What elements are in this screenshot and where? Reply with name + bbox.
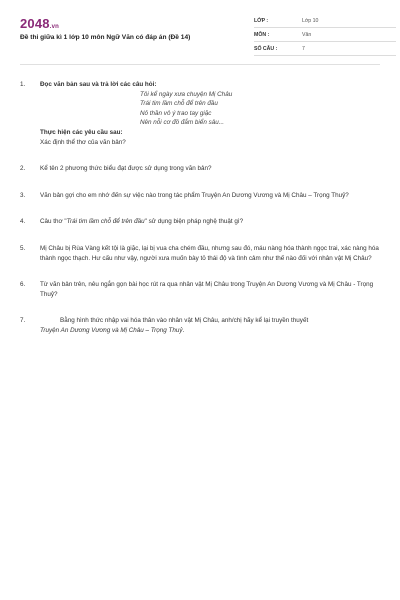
question-text: Từ văn bản trên, nêu ngắn gọn bài học rút ra qua nhân vật Mị Châu trong Truyện An Dương Vương và Mị Châu - Trọng Thuỷ? <box>40 281 374 298</box>
meta-key: SỐ CÂU : <box>254 46 278 52</box>
question-5 <box>20 244 380 263</box>
header <box>20 14 380 58</box>
question-6 <box>20 280 380 299</box>
meta-row-question-count <box>254 44 396 56</box>
question-4 <box>20 217 380 227</box>
question-number: 2. <box>20 165 26 173</box>
meta-key: LỚP : <box>254 18 269 24</box>
text-before: Câu thơ " <box>40 218 67 226</box>
poem-line: Nên nỗi cơ đồ đắm biển sâu... <box>140 119 224 127</box>
quoted-verse: Trái tim lầm chỗ để trên đầu <box>66 218 145 226</box>
question-2 <box>20 164 380 174</box>
meta-value: Lớp 10 <box>302 18 319 24</box>
question-number: 1. <box>20 81 26 88</box>
question-text: Xác định thể thơ của văn bản? <box>40 138 126 146</box>
question-text <box>40 217 380 227</box>
question-number: 5. <box>20 244 26 252</box>
question-1 <box>20 80 380 147</box>
poem-line: Nỏ thần vô ý trao tay giặc <box>140 109 212 117</box>
question-number: 4. <box>20 218 26 226</box>
poem-line: Tôi kể ngày xưa chuyện Mị Châu <box>140 90 233 98</box>
poem-line: Trái tim lầm chỗ để trên đầu <box>140 100 218 108</box>
divider <box>20 64 380 65</box>
question-intro: Đọc văn bản sau và trả lời các câu hỏi: <box>40 81 157 88</box>
question-number: 7. <box>20 317 26 325</box>
question-number: 6. <box>20 281 26 289</box>
meta-value: 7 <box>302 46 305 52</box>
meta-row-class <box>254 16 396 28</box>
question-text: Kể tên 2 phương thức biểu đạt được sử dụng trong văn bản? <box>40 165 212 173</box>
meta-value: Văn <box>302 32 312 38</box>
question-list <box>20 80 380 353</box>
logo-domain: .vn <box>49 24 60 30</box>
text-end: . <box>182 326 185 334</box>
question-3 <box>20 191 380 201</box>
meta-row-subject <box>254 30 396 42</box>
question-7 <box>20 316 380 335</box>
task-label: Thực hiện các yêu cầu sau: <box>40 128 123 136</box>
site-logo[interactable] <box>20 16 59 31</box>
question-text: Văn bản gợi cho em nhớ đến sự việc nào trong tác phẩm Truyện An Dương Vương và Mị Châu – Trọng Thuỷ? <box>40 191 349 199</box>
document-title: Đề thi giữa kì 1 lớp 10 môn Ngữ Văn có đáp án (Đề 14) <box>20 34 191 41</box>
text-after: " sử dụng biện pháp nghệ thuật gì? <box>144 218 244 226</box>
logo-main: 2048 <box>20 16 50 31</box>
question-text-cont <box>40 326 380 336</box>
question-text: Bằng hình thức nhập vai hóa thân vào nhân vật Mị Châu, anh/chị hãy kể lại truyền thuyết <box>60 317 309 325</box>
question-number: 3. <box>20 191 26 199</box>
meta-table <box>254 16 396 58</box>
story-title: Truyện An Dương Vương và Mị Châu – Trọng Thuỷ <box>40 326 183 334</box>
meta-key: MÔN : <box>254 32 270 38</box>
question-text: Mị Châu bị Rùa Vàng kết tội là giặc, lại bị vua cha chém đầu, nhưng sau đó, máu nàng hóa thành ngọc trai, xác nàng hóa thành ngọc thạch. Hư cấu như vậy, người xưa muốn bày tỏ thái độ và tình cảm như thế nào đối với nhân vật Mị Châu? <box>40 244 379 262</box>
